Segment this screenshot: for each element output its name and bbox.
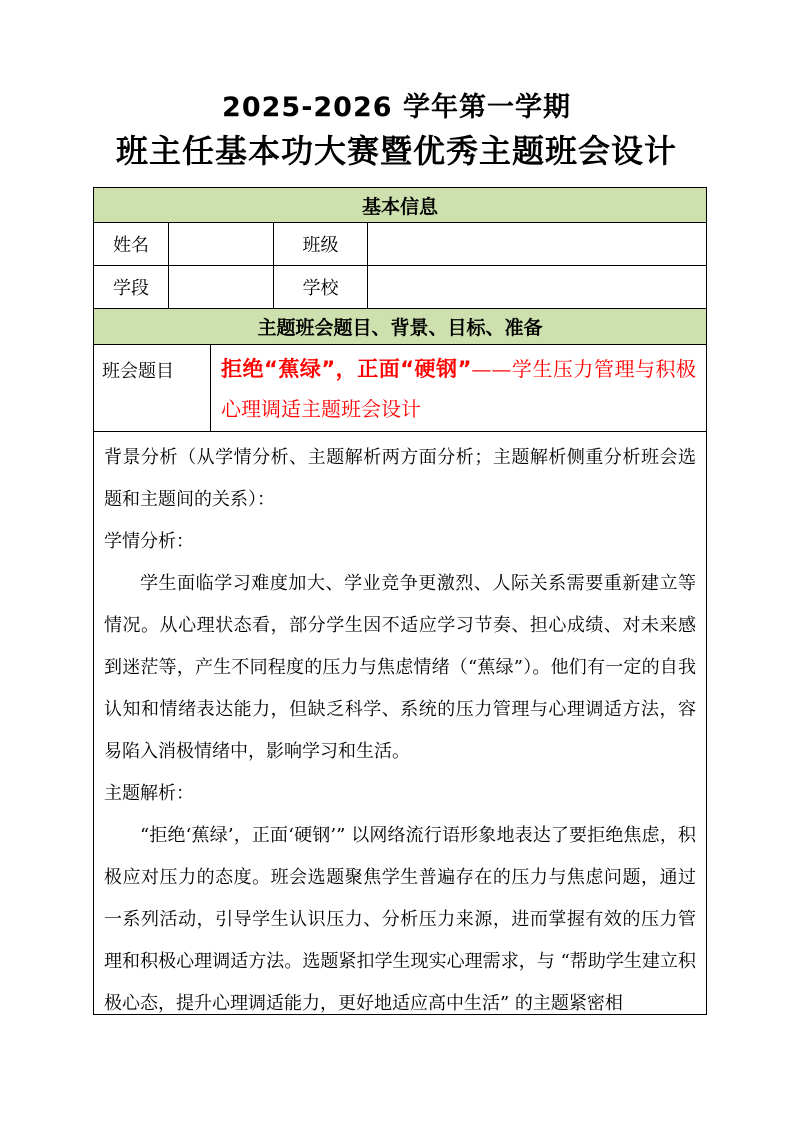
background-analysis-cell bbox=[94, 432, 706, 1014]
school-value-cell[interactable] bbox=[368, 266, 706, 308]
table-row bbox=[94, 266, 706, 309]
background-intro: 背景分析（从学情分析、主题解析两方面分析；主题解析侧重分析班会选题和主题间的关系）： bbox=[104, 447, 696, 510]
name-value-cell[interactable] bbox=[169, 223, 274, 265]
table-row bbox=[94, 345, 706, 432]
form-table bbox=[93, 187, 707, 1015]
topic-title-cell bbox=[211, 345, 706, 431]
topic-title-bold: 拒绝“蕉绿”，正面“硬钢” bbox=[221, 357, 472, 381]
zhuti-heading: 主题解析： bbox=[104, 783, 194, 804]
school-label: 学校 bbox=[274, 266, 368, 308]
stage-value-cell[interactable] bbox=[169, 266, 274, 308]
table-row bbox=[94, 432, 706, 1014]
class-label: 班级 bbox=[274, 223, 368, 265]
document-title-line1: 2025-2026 学年第一学期 bbox=[222, 92, 571, 123]
xueqing-heading: 学情分析： bbox=[104, 531, 194, 552]
topic-label: 班会题目 bbox=[94, 345, 211, 431]
class-value-cell[interactable] bbox=[368, 223, 706, 265]
section-header-basic-info: 基本信息 bbox=[94, 188, 706, 223]
name-label: 姓名 bbox=[94, 223, 169, 265]
table-row bbox=[94, 223, 706, 266]
document-title-line2: 班主任基本功大赛暨优秀主题班会设计 bbox=[115, 132, 677, 170]
zhuti-paragraph: “拒绝‘蕉绿’，正面‘硬钢’” 以网络流行语形象地表达了要拒绝焦虑，积极应对压力的态度。班会选题聚焦学生普遍存在的压力与焦虑问题，通过一系列活动，引导学生认识压力、分析压力来源，进而掌握有效的压力管理和积极心理调适方法。选题紧扣学生现实心理需求，与 “帮助学生建立积极心态，提升心理调适能力，更好地适应高中生活” 的主题紧密相 bbox=[104, 825, 696, 1014]
topic-title-rest: ——学生压力管理与积极心理调适主题班会设计 bbox=[221, 357, 696, 421]
xueqing-paragraph: 学生面临学习难度加大、学业竞争更激烈、人际关系需要重新建立等情况。从心理状态看，部分学生因不适应学习节奏、担心成绩、对未来感到迷茫等，产生不同程度的压力与焦虑情绪（“蕉绿”）。他们有一定的自我认知和情绪表达能力，但缺乏科学、系统的压力管理与心理调适方法，容易陷入消极情绪中，影响学习和生活。 bbox=[104, 573, 696, 762]
section-header-topic-background: 主题班会题目、背景、目标、准备 bbox=[94, 309, 706, 345]
stage-label: 学段 bbox=[94, 266, 169, 308]
